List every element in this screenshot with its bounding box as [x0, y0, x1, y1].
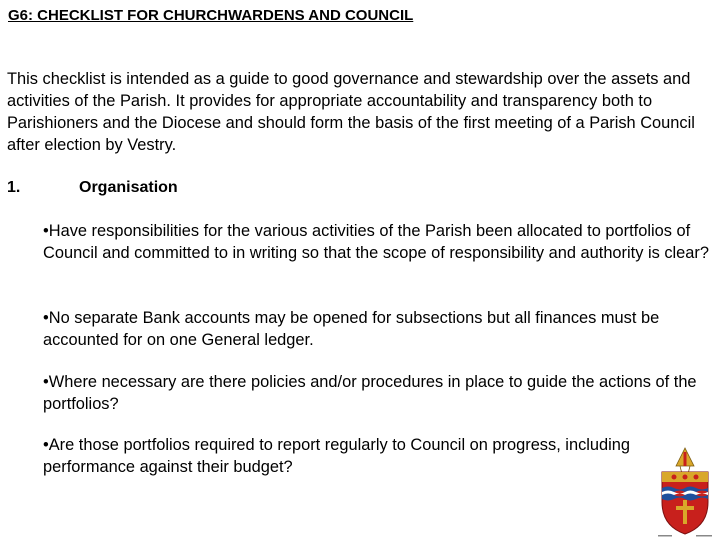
checklist-item: •Where necessary are there policies and/or procedures in place to guide the actions of the portfolios? [43, 373, 697, 413]
section-number: 1. [7, 179, 21, 196]
intro-paragraph: This checklist is intended as a guide to good governance and stewardship over the assets and activities of the Parish. It provides for appropriate accountability and transparency both to Parishioners and the Diocese and should form the basis of the first meeting of a Parish Council after election by Vestry. [7, 70, 695, 154]
section-heading [7, 177, 178, 199]
checklist-item: •Have responsibilities for the various activities of the Parish been allocated to portfolios of Council and committed to in writing so that the scope of responsibility and authority is clear? [43, 222, 709, 262]
section-title: Organisation [79, 179, 178, 196]
checklist-item: •Are those portfolios required to report regularly to Council on progress, including performance against their budget? [43, 436, 631, 476]
page-title: G6: CHECKLIST FOR CHURCHWARDENS AND COUNCIL [8, 7, 414, 24]
checklist-item: •No separate Bank accounts may be opened for subsections but all finances must be accounted for on one General ledger. [43, 309, 660, 349]
diocese-crest-icon [652, 444, 718, 538]
